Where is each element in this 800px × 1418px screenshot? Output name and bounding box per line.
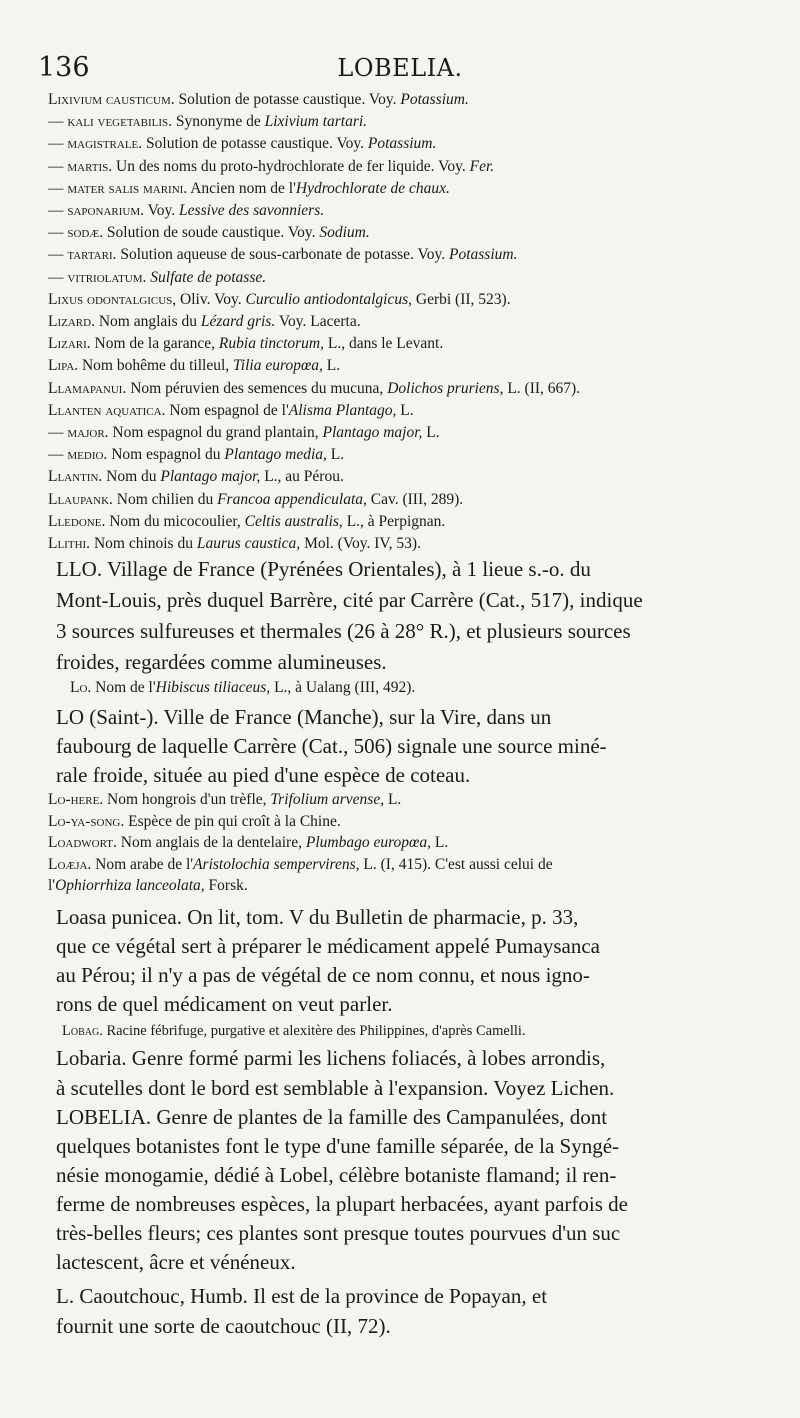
text-line: Loasa punicea. On lit, tom. V du Bulletin de pharmacie, p. 33, (56, 905, 579, 929)
text-line: lactescent, âcre et vénéneux. (56, 1250, 296, 1274)
dictionary-entry (48, 268, 764, 288)
entry-italic: Tilia europœa, (233, 357, 323, 375)
entry-italic: Lézard gris. (200, 313, 276, 330)
entry-loasa (56, 903, 778, 1019)
entry-italic: Francoa appendiculata, (217, 490, 367, 508)
entry-head: Lledone. (48, 512, 106, 530)
dictionary-entry (48, 134, 764, 154)
entry-italic: Laurus caustica, (196, 535, 301, 552)
entry-text: Nom espagnol de l' (165, 401, 289, 419)
text-line: rons de quel médicament on veut parler. (56, 992, 393, 1016)
entry-text: Synonyme de (172, 113, 265, 131)
entry-tail: L. (396, 401, 414, 419)
entry-lobelia-caoutchouc (56, 1281, 778, 1341)
entry-text: l' (48, 877, 56, 894)
entry-tail: Cav. (III, 289). (366, 490, 464, 508)
dictionary-entry (48, 245, 764, 265)
entries-block-2 (48, 790, 770, 900)
entry-text: Un des noms du proto-hydrochlorate de fer liquide. Voy. (112, 157, 470, 175)
entry-tail: L., à Perpignan. (342, 512, 446, 530)
entry-italic: Hibiscus tiliaceus, (155, 679, 271, 696)
dictionary-entry (48, 812, 770, 832)
entry-tail: L., à Ualang (III, 492). (270, 679, 416, 696)
entry-head: Lo-here. (48, 791, 104, 808)
entry-head: Llithi. (48, 535, 91, 552)
entry-tail: L. (422, 424, 440, 441)
dictionary-entry (48, 179, 764, 199)
dictionary-entry (48, 855, 770, 875)
text-line: Lobaria. Genre formé parmi les lichens foliacés, à lobes arrondis, (56, 1046, 606, 1070)
text-line: faubourg de laquelle Carrère (Cat., 506) signale une source miné- (56, 734, 607, 758)
entry-italic: Dolichos pruriens, (387, 379, 504, 397)
entry-tail: Forsk. (204, 877, 248, 894)
dictionary-entry (70, 678, 764, 698)
entry-tail: L. (431, 834, 449, 851)
text-line: LOBELIA. Genre de plantes de la famille des Campanulées, dont (56, 1105, 608, 1129)
entry-head: — saponarium. (48, 202, 144, 219)
entry-tail: Voy. Lacerta. (275, 313, 361, 330)
entry-text: Solution aqueuse de sous-carbonate de potasse. Voy. (116, 246, 449, 264)
entry-head: Llamapanui. (48, 379, 127, 397)
entry-lobelia (56, 1103, 778, 1277)
entry-head: Lo-ya-song. (48, 812, 125, 830)
page-header (38, 52, 762, 88)
text-line: nésie monogamie, dédié à Lobel, célèbre botaniste flamand; il ren- (56, 1163, 617, 1187)
entry-italic: Plumbago europœa, (305, 834, 432, 851)
entry-tail: L. (384, 791, 402, 808)
dictionary-entry (48, 90, 764, 110)
entry-head: Lizard. (48, 313, 95, 330)
text-line: que ce végétal sert à préparer le médicament appelé Pumaysanca (56, 934, 600, 958)
entry-text: Solution de soude caustique. Voy. (103, 224, 320, 242)
text-line: froides, regardées comme alumineuses. (56, 650, 387, 674)
entry-text: , Oliv. Voy. (172, 290, 246, 308)
entry-tail: L. (322, 357, 341, 375)
entry-head: Lizari. (48, 335, 91, 353)
entry-text: Nom bohême du tilleul, (78, 357, 234, 375)
entry-lobag (62, 1021, 770, 1043)
entry-italic: Celtis australis, (244, 512, 343, 530)
entry-italic: Lixivium tartari. (264, 113, 368, 131)
text-line: au Pérou; il n'y a pas de végétal de ce nom connu, et nous igno- (56, 963, 590, 987)
entry-italic: Plantago major, (160, 468, 261, 486)
entry-text: Solution de potasse caustique. Voy. (174, 91, 401, 108)
text-line: Mont-Louis, près duquel Barrère, cité par Carrère (Cat., 517), indique (56, 588, 643, 612)
entry-head: — tartari. (48, 246, 117, 264)
entry-text: Ancien nom de l' (187, 179, 296, 197)
dictionary-entry (48, 467, 764, 487)
entry-saint-lo (56, 703, 778, 790)
entry-italic: Lessive des savonniers. (179, 202, 325, 219)
dictionary-entry (48, 223, 764, 243)
entry-text: Nom chilien du (112, 490, 218, 508)
entry-text: Nom hongrois d'un trèfle, (103, 791, 271, 808)
entry-lobaria (56, 1043, 778, 1103)
entry-italic: Aristolochia sempervirens, (193, 855, 360, 873)
dictionary-entry (48, 356, 764, 376)
entry-italic: Rubia tinctorum, (218, 335, 324, 353)
entry-text: Nom espagnol du (107, 446, 225, 464)
entry-head: Llantin. (48, 468, 103, 486)
entry-lo (70, 678, 764, 700)
dictionary-entry (48, 490, 764, 510)
entry-text: Nom arabe de l' (91, 855, 194, 873)
entry-head: — martis. (48, 157, 113, 175)
entry-head: — major. (48, 424, 109, 441)
dictionary-entry (48, 290, 764, 310)
entry-italic: Alisma Plantago, (288, 401, 397, 419)
entry-head: — vitriolatum. (48, 268, 147, 286)
entry-tail: L., dans le Levant. (323, 335, 444, 353)
dictionary-entry (48, 512, 764, 532)
entry-text: Nom anglais du (94, 313, 201, 330)
entry-text: Nom de l' (91, 679, 156, 696)
dictionary-entry (48, 790, 770, 810)
text-line: rale froide, située au pied d'une espèce de coteau. (56, 763, 471, 787)
entry-italic: Curculio antiodontalgicus, (245, 290, 412, 308)
entry-head: Loadwort. (48, 834, 117, 851)
text-line: à scutelles dont le bord est semblable à l'expansion. Voyez Lichen. (56, 1076, 615, 1100)
entries-block-1 (48, 90, 764, 552)
entry-text: Voy. (144, 202, 180, 219)
entry-text: Nom du (102, 468, 161, 486)
page-number: 136 (38, 52, 90, 83)
entry-head: — magistrale. (48, 135, 143, 153)
entry-head: Lixus odontalgicus (48, 290, 173, 308)
entry-text: Racine fébrifuge, purgative et alexitère des Philippines, d'après Camelli. (102, 1023, 526, 1039)
dictionary-entry (48, 445, 764, 465)
text-line: très-belles fleurs; ces plantes sont presque toutes pourvues d'un suc (56, 1221, 621, 1245)
entry-italic: Plantago major, (322, 424, 423, 441)
entry-italic: Potassium. (400, 91, 469, 108)
entry-head: Lixivium causticum. (48, 91, 175, 108)
entry-italic: Fer. (469, 157, 495, 175)
entry-tail: L. (I, 415). C'est aussi celui de (359, 855, 553, 873)
entry-tail: Mol. (Voy. IV, 53). (300, 535, 421, 552)
entry-text: Nom anglais de la dentelaire, (116, 834, 306, 851)
entry-tail: L., au Pérou. (260, 468, 344, 486)
entry-text: Nom espagnol du grand plantain, (108, 424, 323, 441)
dictionary-entry (48, 112, 764, 132)
entry-tail: L. (326, 446, 345, 464)
entry-italic: Sulfate de potasse. (150, 268, 267, 286)
entry-head: Lo. (70, 679, 92, 696)
entry-italic: Hydrochlorate de chaux. (295, 179, 450, 197)
text-line: quelques botanistes font le type d'une famille séparée, de la Syngé- (56, 1134, 620, 1158)
entry-text: Nom chinois du (90, 535, 197, 552)
entry-text: Espèce de pin qui croît à la Chine. (124, 812, 341, 830)
entry-italic: Potassium. (448, 246, 518, 264)
dictionary-entry (48, 334, 764, 354)
entry-head: Llaupank. (48, 490, 113, 508)
text-line: fournit une sorte de caoutchouc (II, 72). (56, 1314, 391, 1338)
entry-head: — medio. (48, 446, 108, 464)
entry-italic: Trifolium arvense, (270, 791, 385, 808)
entry-italic: Plantago media, (224, 446, 327, 464)
entry-italic: Ophiorrhiza lanceolata, (55, 877, 205, 894)
dictionary-entry (48, 423, 764, 443)
dictionary-entry (48, 201, 764, 221)
entry-text: Nom de la garance, (90, 335, 219, 353)
entry-text: Solution de potasse caustique. Voy. (142, 135, 368, 153)
text-line: ferme de nombreuses espèces, la plupart herbacées, ayant parfois de (56, 1192, 628, 1216)
entry-head: Llanten aquatica. (48, 401, 166, 419)
dictionary-entry (48, 401, 764, 421)
entry-llo (56, 554, 778, 678)
entry-italic: Potassium. (367, 135, 437, 153)
entry-head: Lipa. (48, 357, 79, 375)
dictionary-entry (48, 379, 764, 399)
text-line: 3 sources sulfureuses et thermales (26 à 28° R.), et plusieurs sources (56, 619, 631, 643)
entry-head: — sodæ. (48, 224, 104, 242)
entry-head: Lobag. (62, 1023, 103, 1039)
entry-tail: L. (II, 667). (503, 379, 581, 397)
dictionary-entry (48, 312, 764, 332)
entry-head: — kali vegetabilis. (48, 113, 173, 131)
dictionary-entry (62, 1021, 770, 1041)
entry-text: Nom péruvien des semences du mucuna, (126, 379, 388, 397)
text-line: L. Caoutchouc, Humb. Il est de la province de Popayan, et (56, 1284, 548, 1308)
text-line: LO (Saint-). Ville de France (Manche), sur la Vire, dans un (56, 705, 552, 729)
running-title: LOBELIA. (337, 54, 463, 82)
entry-head: Loæja. (48, 855, 92, 873)
dictionary-entry (48, 534, 764, 554)
entry-head: — mater salis marini. (48, 179, 188, 197)
text-line: LLO. Village de France (Pyrénées Orientales), à 1 lieue s.-o. du (56, 557, 591, 581)
dictionary-entry (48, 157, 764, 177)
entry-italic: Sodium. (319, 224, 370, 242)
dictionary-entry (48, 833, 770, 853)
entry-text: Nom du micocoulier, (105, 512, 245, 530)
dictionary-entry (48, 876, 770, 896)
entry-tail: Gerbi (II, 523). (412, 290, 511, 308)
